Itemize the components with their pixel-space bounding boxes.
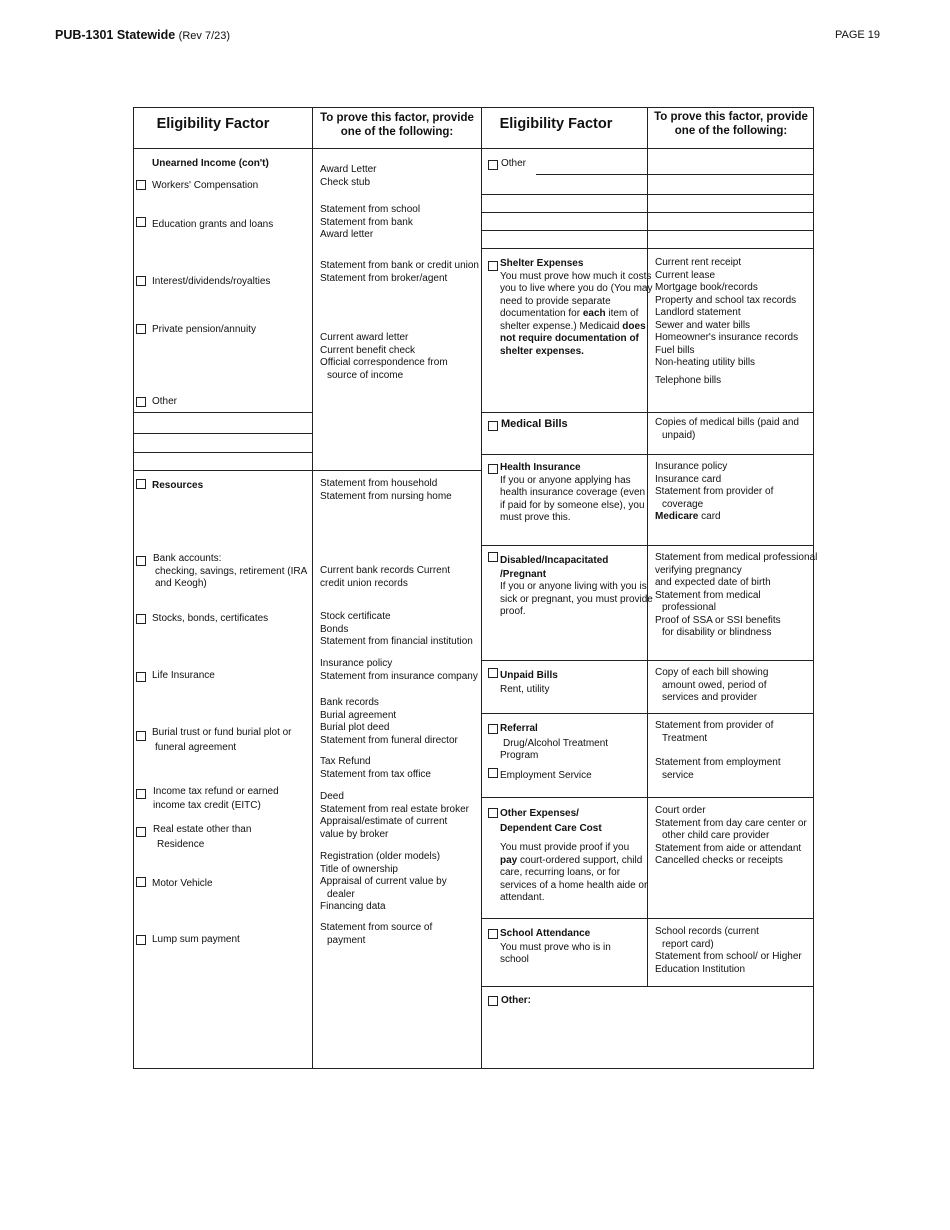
text-run: card — [698, 511, 721, 522]
factor-title: Shelter Expenses — [500, 258, 584, 269]
row-rule — [133, 412, 312, 413]
proof-line: source of income — [327, 369, 404, 381]
factor-line: Real estate other than — [153, 824, 252, 835]
proof-line: Statement from provider of — [655, 486, 774, 497]
proof-line: Cancelled checks or receipts — [655, 855, 783, 866]
proof-line: Landlord statement — [655, 307, 741, 318]
checkbox-life-insurance[interactable] — [136, 672, 146, 682]
proof-line: Financing data — [320, 901, 386, 912]
proof-line: Mortgage book/records — [655, 282, 758, 293]
factor-real-estate — [153, 824, 251, 851]
factor-tax-refund — [153, 786, 279, 812]
proof-line: Statement from household — [320, 478, 438, 489]
proof-line: credit union records — [320, 577, 408, 589]
factor-line: shelter expenses. — [500, 345, 584, 357]
proof-line: Statement from bank or credit union — [320, 260, 479, 271]
row-rule — [481, 660, 814, 661]
proof-medical-bills — [655, 417, 799, 442]
proof-line: Award letter — [320, 229, 374, 240]
column-header-proof-line: one of the following: — [340, 126, 454, 138]
proof-line: Current bank records Current — [320, 565, 451, 576]
proof-employment-service — [655, 757, 781, 782]
factor-line: Program — [500, 750, 539, 761]
row-rule — [481, 454, 814, 455]
factor-line: You must prove how much it costs — [500, 270, 652, 282]
factor-title: Unpaid Bills — [500, 670, 558, 681]
proof-line: Current benefit check — [320, 344, 416, 356]
column-header-proof — [648, 110, 814, 138]
factor-line: attendant. — [500, 892, 545, 903]
factor-line — [500, 308, 653, 321]
proof-line: and expected date of birth — [655, 577, 771, 588]
factor-burial — [152, 727, 292, 754]
proof-line: Bank records — [320, 697, 379, 708]
factor-health-insurance — [500, 462, 645, 525]
proof-line: Copies of medical bills (paid and — [655, 417, 799, 428]
proof-bank-accounts — [320, 565, 450, 590]
factor-shelter — [500, 258, 653, 358]
proof-line: professional — [662, 602, 716, 613]
factor-bank-accounts — [153, 553, 307, 591]
factor-line: Residence — [157, 838, 205, 850]
proof-line: Statement from provider of — [655, 720, 774, 731]
row-rule — [481, 212, 814, 213]
proof-line: Title of ownership — [320, 863, 398, 875]
proof-workers-comp — [320, 164, 377, 189]
checkbox-employment-service[interactable] — [488, 768, 498, 778]
proof-burial — [320, 697, 458, 747]
factor-line: you to live where you do (You may — [500, 283, 653, 294]
proof-line: Statement from nursing home — [320, 490, 452, 502]
checkbox-lump-sum[interactable] — [136, 935, 146, 945]
factor-title: Referral — [500, 723, 538, 734]
checkbox-motor-vehicle[interactable] — [136, 877, 146, 887]
row-rule — [481, 194, 814, 195]
proof-line: Registration (older models) — [320, 851, 441, 862]
section-title-unearned: Unearned Income (con't) — [152, 158, 269, 169]
proof-line: Non-heating utility bills — [655, 357, 756, 368]
factor-line: If you or anyone applying has — [500, 474, 631, 486]
factor-line: You must prove who is in — [500, 941, 611, 953]
factor-line: Bank accounts: — [153, 553, 222, 564]
proof-line: for disability or blindness — [662, 627, 772, 638]
factor-title: Disabled/Incapacitated — [500, 555, 609, 566]
row-rule — [481, 713, 814, 714]
proof-line: other child care provider — [662, 830, 770, 841]
row-rule — [481, 986, 814, 987]
column-divider — [481, 107, 482, 1069]
proof-school-attendance — [655, 926, 802, 976]
checkbox-bank-accounts[interactable] — [136, 556, 146, 566]
proof-line: Insurance policy — [320, 658, 393, 669]
factor-line: checking, savings, retirement (IRA — [155, 565, 308, 577]
proof-line: Treatment — [662, 732, 708, 744]
factor-pension: Private pension/annuity — [152, 324, 256, 335]
proof-line: services and provider — [662, 692, 758, 703]
proof-line: Statement from broker/agent — [320, 272, 448, 284]
proof-real-estate — [320, 791, 469, 841]
proof-life-insurance — [320, 658, 478, 683]
column-header-proof-line: To prove this factor, provide — [320, 112, 474, 124]
factor-life-insurance: Life Insurance — [152, 670, 215, 681]
factor-line: You must provide proof if you — [500, 842, 630, 853]
proof-line: Stock certificate — [320, 611, 391, 622]
proof-pension — [320, 332, 448, 382]
factor-line: income tax credit (EITC) — [153, 799, 261, 811]
factor-lump-sum: Lump sum payment — [152, 934, 240, 945]
proof-line: Bonds — [320, 623, 349, 635]
text-run-bold: does — [622, 320, 646, 332]
row-rule — [481, 545, 814, 546]
proof-line: Court order — [655, 805, 706, 816]
proof-line: service — [662, 769, 694, 781]
factor-line: Burial trust or fund burial plot or — [152, 727, 292, 738]
proof-motor-vehicle — [320, 851, 447, 914]
proof-line: value by broker — [320, 828, 389, 840]
column-header-proof-line: To prove this factor, provide — [654, 111, 808, 123]
proof-line: Statement from bank — [320, 216, 413, 228]
row-rule — [481, 412, 814, 413]
proof-line: Burial agreement — [320, 709, 397, 721]
proof-disabled — [655, 552, 817, 640]
write-in-line — [536, 174, 647, 175]
factor-line: not require documentation of — [500, 333, 639, 344]
proof-line: Appraisal/estimate of current — [320, 816, 448, 827]
factor-education: Education grants and loans — [152, 219, 274, 230]
column-divider — [312, 107, 313, 1069]
proof-line: unpaid) — [662, 429, 696, 441]
row-rule — [481, 248, 814, 249]
checkbox-education[interactable] — [136, 217, 146, 227]
proof-line: Statement from funeral director — [320, 734, 458, 746]
proof-line: Insurance policy — [655, 461, 728, 472]
proof-line: Burial plot deed — [320, 722, 390, 733]
proof-other-expenses — [655, 805, 807, 868]
header-rule — [133, 148, 814, 149]
proof-lump-sum — [320, 922, 432, 947]
proof-line: Check stub — [320, 176, 371, 188]
checkbox-pension[interactable] — [136, 324, 146, 334]
column-header-factor: Eligibility Factor — [156, 116, 270, 132]
factor-other-income: Other — [152, 396, 178, 407]
factor-stocks: Stocks, bonds, certificates — [152, 613, 269, 624]
proof-line: Statement from tax office — [320, 768, 431, 780]
proof-line: Appraisal of current value by — [320, 876, 447, 887]
row-rule — [481, 230, 814, 231]
form-id — [55, 28, 230, 42]
checkbox-other-final[interactable] — [488, 996, 498, 1006]
checkbox-stocks[interactable] — [136, 614, 146, 624]
factor-line: need to provide separate — [500, 295, 611, 307]
checkbox-other-expenses[interactable] — [488, 808, 498, 818]
proof-line: Current rent receipt — [655, 257, 742, 268]
factor-disabled — [500, 555, 653, 619]
proof-line: Property and school tax records — [655, 294, 797, 306]
factor-medical-bills: Medical Bills — [501, 418, 568, 430]
row-rule — [133, 433, 312, 434]
checkbox-medical-bills[interactable] — [488, 421, 498, 431]
proof-line: Statement from insurance company — [320, 670, 478, 682]
checkbox-health-insurance[interactable] — [488, 464, 498, 474]
factor-line: proof. — [500, 606, 526, 617]
text-run: documentation for — [500, 308, 583, 319]
factor-other-expenses — [500, 808, 647, 905]
proof-line: Current award letter — [320, 332, 409, 343]
checkbox-disabled[interactable] — [488, 552, 498, 562]
row-rule — [133, 452, 312, 453]
proof-line: Copy of each bill showing — [655, 667, 769, 678]
proof-line: Proof of SSA or SSI benefits — [655, 614, 781, 626]
checkbox-other-income[interactable] — [136, 397, 146, 407]
proof-line: Statement from school — [320, 204, 421, 215]
proof-line: Statement from financial institution — [320, 636, 473, 647]
proof-health-insurance — [655, 461, 773, 524]
factor-interest: Interest/dividends/royalties — [152, 276, 271, 287]
proof-line: Statement from school/ or Higher — [655, 951, 802, 962]
proof-line — [655, 511, 773, 524]
column-header-proof-line: one of the following: — [674, 125, 788, 137]
proof-resources — [320, 478, 452, 503]
factor-title: Health Insurance — [500, 462, 581, 473]
proof-line: Insurance card — [655, 473, 722, 485]
proof-line: Fuel bills — [655, 344, 695, 356]
proof-tax-refund — [320, 756, 431, 781]
proof-line: Award Letter — [320, 164, 377, 175]
factor-line: if paid for by someone else), you — [500, 499, 645, 511]
proof-interest — [320, 260, 479, 285]
factor-line: If you or anyone living with you is — [500, 581, 647, 592]
proof-unpaid-bills — [655, 667, 768, 705]
factor-line: funeral agreement — [155, 741, 237, 753]
factor-line: Income tax refund or earned — [153, 786, 279, 797]
checkbox-resources[interactable] — [136, 479, 146, 489]
proof-line: Statement from source of — [320, 922, 433, 933]
text-run: shelter expense.) Medicaid — [500, 320, 623, 332]
proof-line: coverage — [662, 498, 704, 510]
form-number: PUB-1301 Statewide — [55, 28, 176, 42]
factor-referral — [500, 723, 608, 763]
proof-line: dealer — [327, 888, 355, 900]
factor-line: care, recurring loans, or for — [500, 867, 621, 878]
proof-line: Statement from medical professional — [655, 552, 818, 563]
proof-line: Statement from medical — [655, 589, 761, 601]
factor-other-final: Other: — [501, 995, 531, 1006]
row-rule — [647, 174, 814, 175]
factor-school-attendance — [500, 928, 611, 967]
proof-line: Deed — [320, 791, 344, 802]
checkbox-tax-refund[interactable] — [136, 789, 146, 799]
proof-shelter — [655, 257, 798, 387]
factor-line — [500, 321, 653, 334]
proof-stocks — [320, 611, 473, 649]
factor-line: school — [500, 954, 529, 965]
checkbox-interest[interactable] — [136, 276, 146, 286]
proof-education — [320, 204, 420, 242]
factor-line: Rent, utility — [500, 683, 550, 695]
factor-line: and Keogh) — [155, 578, 207, 589]
column-header-proof — [313, 111, 481, 139]
factor-workers-comp: Workers' Compensation — [152, 180, 259, 191]
factor-employment-service: Employment Service — [500, 770, 592, 781]
proof-line: School records (current — [655, 926, 759, 937]
factor-title: Other Expenses/ — [500, 808, 579, 819]
proof-line: Current lease — [655, 269, 716, 281]
factor-title: /Pregnant — [500, 568, 547, 580]
checkbox-referral[interactable] — [488, 724, 498, 734]
factor-line: must prove this. — [500, 512, 571, 523]
factor-unpaid-bills — [500, 670, 558, 696]
proof-line: Statement from real estate broker — [320, 803, 469, 815]
proof-line: Telephone bills — [655, 374, 722, 386]
proof-line: Official correspondence from — [320, 357, 448, 368]
proof-referral — [655, 720, 773, 745]
proof-line: verifying pregnancy — [655, 564, 742, 576]
checkbox-shelter[interactable] — [488, 261, 498, 271]
checkbox-other-right[interactable] — [488, 160, 498, 170]
row-rule — [133, 470, 481, 471]
proof-line: Statement from day care center or — [655, 817, 807, 829]
checkbox-burial[interactable] — [136, 731, 146, 741]
checkbox-workers-comp[interactable] — [136, 180, 146, 190]
text-run-bold: pay — [500, 854, 518, 866]
proof-line: Education Institution — [655, 963, 746, 975]
checkbox-school-attendance[interactable] — [488, 929, 498, 939]
proof-line: payment — [327, 934, 366, 946]
row-rule — [481, 918, 814, 919]
proof-line: Statement from employment — [655, 757, 781, 768]
factor-line: services of a home health aide or — [500, 879, 648, 891]
section-title-resources: Resources — [152, 480, 204, 491]
page-number: PAGE 19 — [835, 29, 881, 41]
proof-line: Tax Refund — [320, 756, 371, 767]
text-run-bold: Medicare — [655, 511, 699, 522]
factor-line — [500, 855, 647, 868]
proof-line: Homeowner's insurance records — [655, 332, 799, 343]
factor-line: Drug/Alcohol Treatment — [503, 737, 609, 749]
proof-line: amount owed, period of — [662, 679, 767, 691]
text-run-bold: each — [582, 308, 606, 319]
text-run: court-ordered support, child — [517, 854, 643, 866]
factor-title: Dependent Care Cost — [500, 822, 602, 834]
checkbox-unpaid-bills[interactable] — [488, 668, 498, 678]
factor-line: health insurance coverage (even — [500, 487, 646, 498]
proof-line: Sewer and water bills — [655, 319, 751, 331]
column-header-factor: Eligibility Factor — [499, 116, 613, 132]
factor-other-right: Other — [501, 158, 527, 169]
factor-line: sick or pregnant, you must provide — [500, 593, 653, 605]
checkbox-real-estate[interactable] — [136, 827, 146, 837]
proof-line: report card) — [662, 938, 714, 950]
row-rule — [481, 797, 814, 798]
factor-title: School Attendance — [500, 928, 591, 939]
form-revision: (Rev 7/23) — [178, 30, 231, 42]
proof-line: Statement from aide or attendant — [655, 842, 802, 854]
factor-motor-vehicle: Motor Vehicle — [152, 878, 213, 889]
text-run: item of — [605, 308, 639, 319]
